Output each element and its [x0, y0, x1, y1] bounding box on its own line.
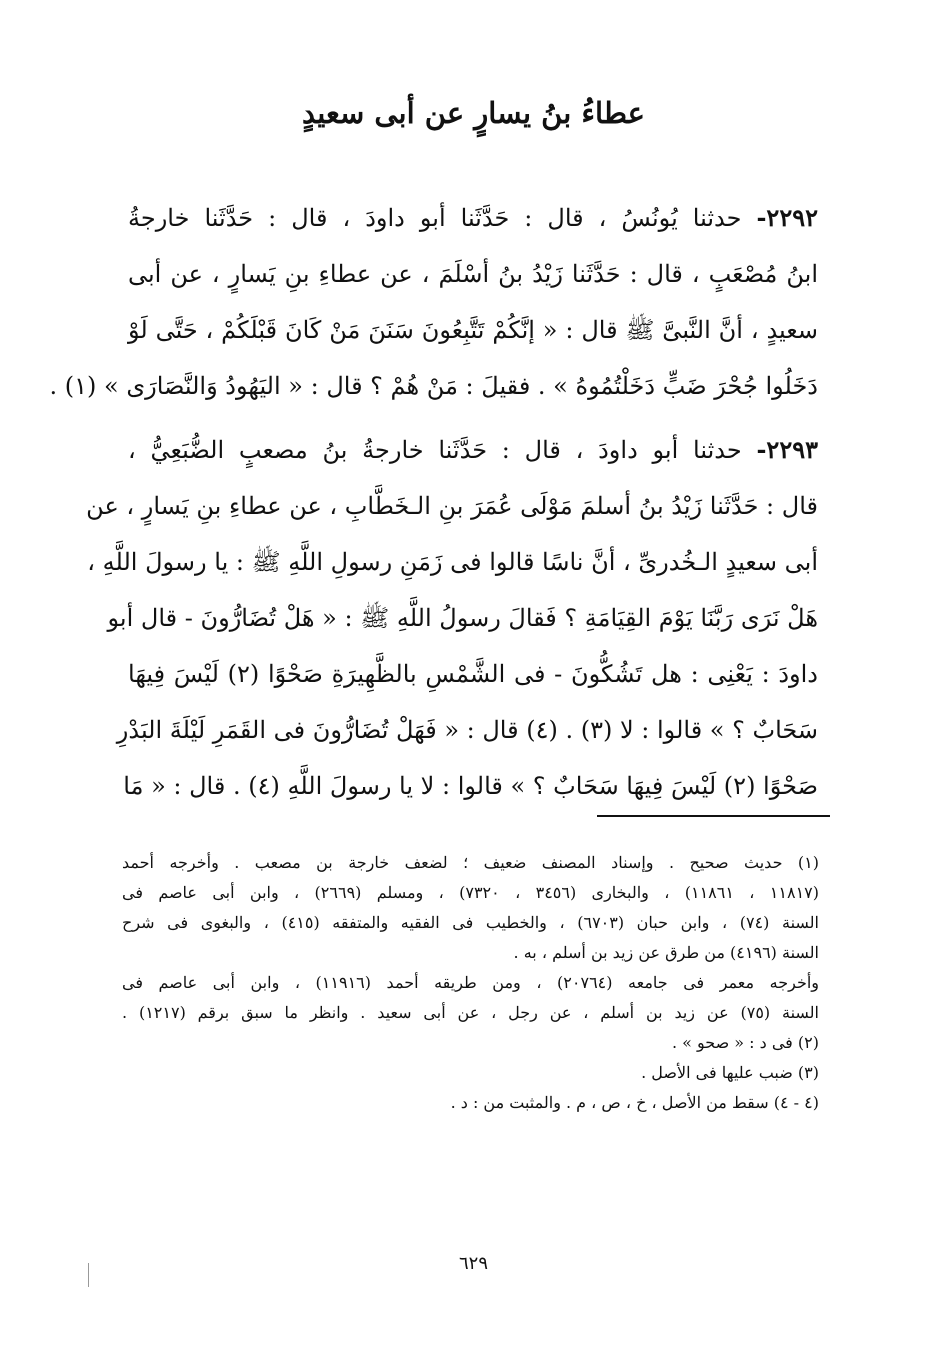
footnote-line: (٣) ضبب عليها فى الأصل . — [641, 1063, 819, 1082]
footnote-line: السنة (٧٤) ، وابن حبان (٦٧٠٣) ، والخطيب فى الفقيه والمتفقه (٤١٥) ، والبغوى فى شرح — [122, 913, 819, 932]
hadith-line: أبى سعيدٍ الـخُدرىِّ ، أنَّ ناسًا قالوا فى زَمَنِ رسولِ اللَّهِ ﷺ : يا رسولَ اللَّهِ ، — [87, 548, 818, 576]
hadith-2293 — [86, 422, 818, 814]
footnote-line: السنة (٧٥) عن زيد بن أسلم ، عن رجل ، عن أبى سعيد . وانظر ما سبق برقم (١٢١٧) . — [122, 1003, 820, 1022]
footnote-line: السنة (٤١٩٦) من طرق عن زيد بن أسلم ، به . — [513, 943, 819, 962]
hadith-line: ابنُ مُصْعَبٍ ، قال : حَدَّثَنا زَيْدُ بنُ أسْلَمَ ، عن عطاءِ بنِ يَسارٍ ، عن أبى — [128, 260, 818, 288]
footnote-divider — [597, 815, 830, 817]
hadith-line: هَلْ نَرَى رَبَّنَا يَوْمَ القِيَامَةِ ؟ فَقالَ رسولُ اللَّهِ ﷺ : « هَلْ تُضَارُّونَ - قال أبو — [107, 604, 818, 632]
page-title: عطاءُ بنُ يسارٍ عن أبى سعيدٍ — [302, 96, 645, 130]
footnote-line: (٢) فى د : « صحو » . — [671, 1033, 819, 1052]
hadith-line: سعيدٍ ، أنَّ النَّبىَّ ﷺ قال : « إنَّكُمْ تَتَّبِعُونَ سَنَنَ مَنْ كَانَ قَبْلَكُمْ ، حَتَّى لَوْ — [128, 316, 818, 344]
hadith-line: داودَ : يَعْنِى : هل تَشُكُّونَ - فى الشَّمْسِ بالظَّهِيرَةِ صَحْوًا (٢) لَيْسَ فِيهَا — [128, 660, 818, 688]
hadith-number: ٢٢٩٣- — [756, 435, 818, 464]
hadith-2292 — [49, 190, 818, 414]
hadith-line: ٢٢٩٢- حدثنا يُونُسُ ، قال : حَدَّثَنا أبو داودَ ، قال : حَدَّثَنا خارجةُ — [128, 203, 818, 232]
footnote-line: وأخرجه معمر فى جامعه (٢٠٧٦٤) ، ومن طريقه أحمد (١١٩١٦) ، وابن أبى عاصم فى — [122, 973, 820, 992]
footnote-line: (٤ - ٤) سقط من الأصل ، خ ، ص ، م . والمثبت من : د . — [450, 1093, 819, 1112]
hadith-line: قال : حَدَّثَنا زَيْدُ بنُ أسلمَ مَوْلَى عُمَرَ بنِ الـخَطَّابِ ، عن عطاءِ بنِ يَسارٍ ، عن — [86, 492, 818, 520]
footnotes — [122, 848, 819, 1118]
hadith-number: ٢٢٩٢- — [756, 203, 818, 232]
hadith-line: دَخَلُوا جُحْرَ ضَبٍّ دَخَلْتُمُوهُ » . فقيلَ : مَنْ هُمْ ؟ قال : « اليَهُودُ وَالنَّصَارَى » (١) . — [49, 372, 818, 400]
footnote-line: (١١٨١٧ ، ١١٨٦١) ، والبخارى (٣٤٥٦ ، ٧٣٢٠) ، ومسلم (٢٦٦٩) ، وابن أبى عاصم فى — [122, 883, 820, 902]
hadith-line: ٢٢٩٣- حدثنا أبو داودَ ، قال : حَدَّثَنا خارجةُ بنُ مصعبٍ الضُّبَعِيُّ ، — [128, 435, 818, 464]
page-number: ٦٢٩ — [458, 1253, 488, 1274]
hadith-line: صَحْوًا (٢) لَيْسَ فِيهَا سَحَابٌ ؟ » قالوا : لا يا رسولَ اللَّهِ (٤) . قال : « مَا — [123, 772, 818, 800]
footnote-line: (١) حديث صحيح . وإسناد المصنف ضعيف ؛ لضعف خارجة بن مصعب . وأخرجه أحمد — [122, 853, 819, 872]
hadith-line: سَحَابٌ ؟ » قالوا : لا (٣) . (٤) قال : « فَهَلْ تُضَارُّونَ فى القَمَرِ لَيْلَةَ البَدْرِ — [116, 716, 818, 744]
margin-mark — [88, 1263, 89, 1287]
